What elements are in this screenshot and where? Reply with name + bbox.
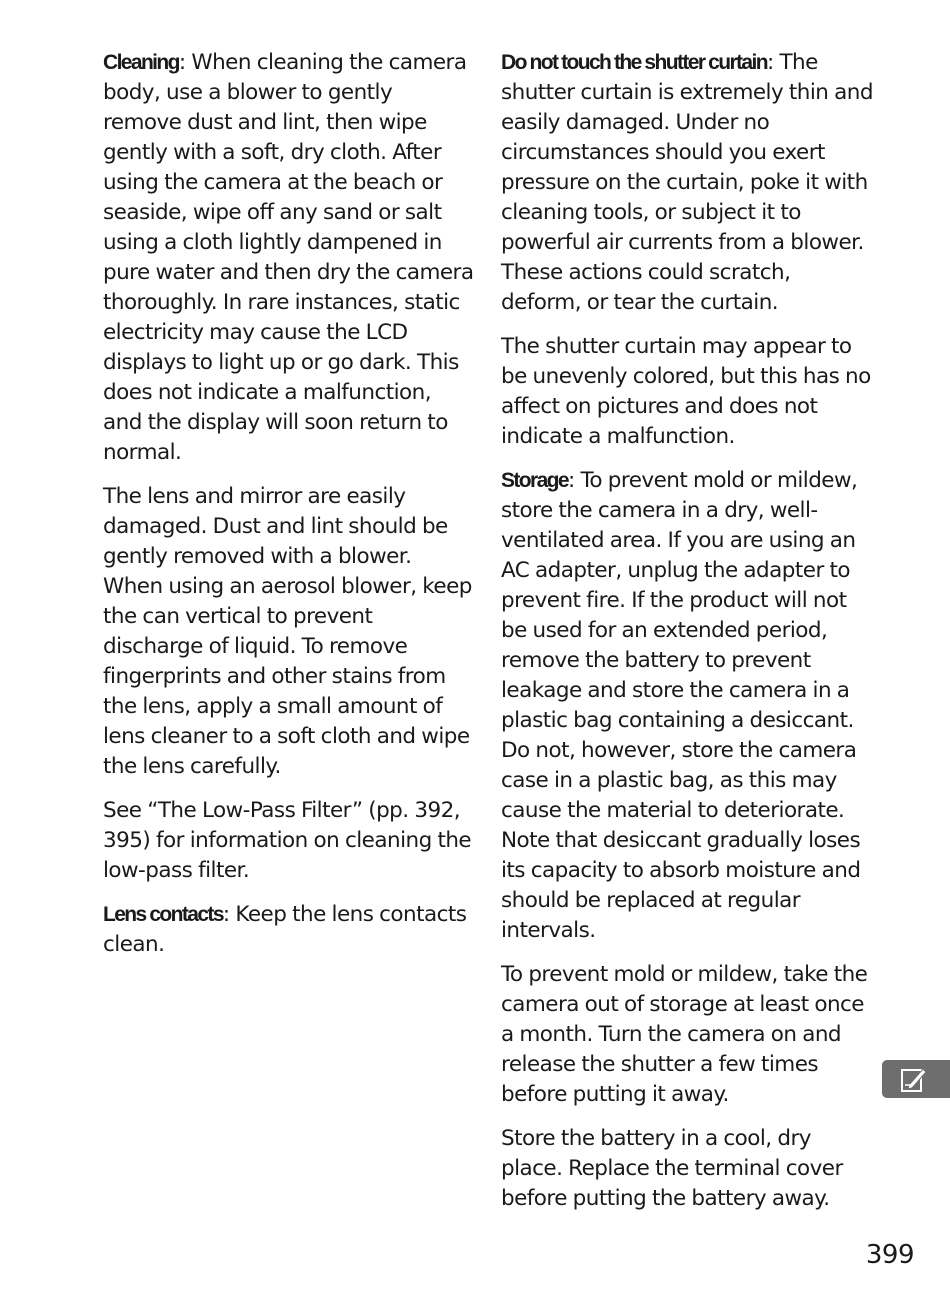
- paragraph-low-pass-reference: [103, 796, 475, 886]
- paragraph-shutter-curtain: [501, 48, 873, 318]
- section-tab[interactable]: [882, 1060, 950, 1098]
- paragraph-text: Store the battery in a cool, dry place. Replace the terminal cover before putting the battery away.: [501, 1126, 843, 1211]
- paragraph-monthly-check: [501, 960, 873, 1110]
- paragraph-storage: [501, 466, 873, 946]
- paragraph-shutter-color: [501, 332, 873, 452]
- right-column: [501, 48, 873, 1228]
- term-lens-contacts: Lens contacts: [103, 903, 223, 926]
- paragraph-text: The lens and mirror are easily damaged. Dust and lint should be gently removed with a blower. When using an aerosol blower, keep the can vertical to prevent discharge of liquid. To remove fingerprints and other stains from the lens, apply a small amount of lens cleaner to a soft cloth and wipe the lens carefully.: [103, 484, 472, 779]
- paragraph-text: To prevent mold or mildew, take the camera out of storage at least once a month. Turn the camera on and release the shutter a few times before putting it away.: [501, 962, 868, 1107]
- paragraph-battery-storage: [501, 1124, 873, 1214]
- paragraph-lens-mirror: [103, 482, 475, 782]
- term-shutter-curtain: Do not touch the shutter curtain: [501, 51, 767, 74]
- term-storage: Storage: [501, 469, 568, 492]
- term-separator: :: [222, 902, 236, 927]
- paragraph-text: The shutter curtain may appear to be unevenly colored, but this has no affect on pictures and does not indicate a malfunction.: [501, 334, 871, 449]
- term-separator: :: [568, 468, 581, 493]
- paragraph-text: To prevent mold or mildew, store the camera in a dry, well-ventilated area. If you are using an AC adapter, unplug the adapter to prevent fire. If the product will not be used for an extended period, remove the battery to prevent leakage and store the camera in a plastic bag containing a desiccant. Do not, however, store the camera case in a plastic bag, as this may cause the material to deteriorate. Note that desiccant gradually loses its capacity to absorb moisture and should be replaced at regular intervals.: [501, 468, 861, 943]
- paragraph-text: See “The Low-Pass Filter” (pp. 392, 395) for information on cleaning the low-pass filter.: [103, 798, 472, 883]
- paragraph-cleaning: [103, 48, 475, 468]
- paragraph-text: The shutter curtain is extremely thin and easily damaged. Under no circumstances should you exert pressure on the curtain, poke it with cleaning tools, or subject it to powerful air currents from a blower. These actions could scratch, deform, or tear the curtain.: [501, 50, 873, 315]
- term-separator: :: [178, 50, 192, 75]
- left-column: [103, 48, 475, 974]
- technical-notes-icon: [900, 1065, 928, 1093]
- paragraph-lens-contacts: [103, 900, 475, 960]
- page-number: 399: [865, 1240, 914, 1270]
- paragraph-text: Keep the lens contacts clean.: [103, 902, 467, 957]
- term-cleaning: Cleaning: [103, 51, 179, 74]
- term-separator: :: [766, 50, 780, 75]
- paragraph-text: When cleaning the camera body, use a blower to gently remove dust and lint, then wipe gently with a soft, dry cloth. After using the camera at the beach or seaside, wipe off any sand or salt using a cloth lightly dampened in pure water and then dry the camera thoroughly. In rare instances, static electricity may cause the LCD displays to light up or go dark. This does not indicate a malfunction, and the display will soon return to normal.: [103, 50, 474, 465]
